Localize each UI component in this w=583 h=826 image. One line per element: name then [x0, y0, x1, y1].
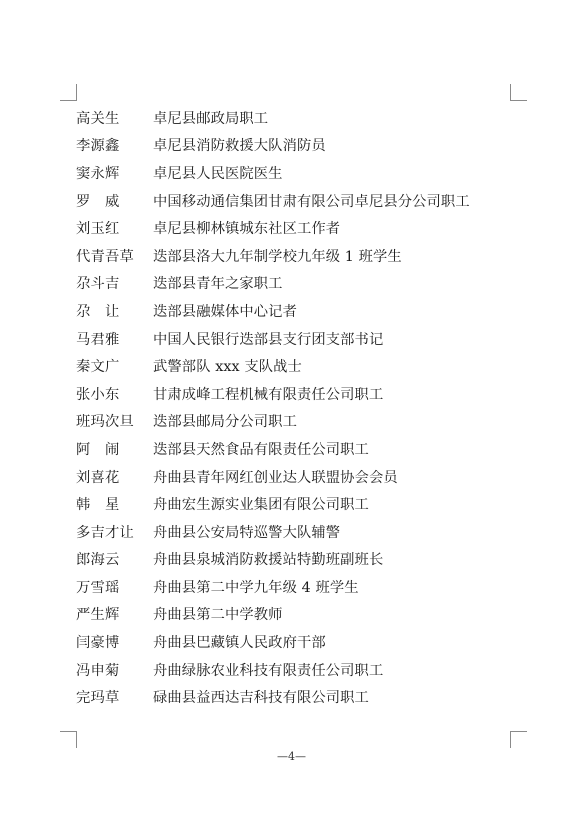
roster-row	[76, 463, 506, 491]
person-affiliation: 碌曲县益西达吉科技有限公司职工	[153, 690, 369, 707]
person-name: 闫豪博	[76, 635, 120, 652]
person-affiliation: 舟曲县巴藏镇人民政府干部	[153, 635, 326, 652]
roster-row	[76, 656, 506, 684]
roster-row	[76, 159, 506, 187]
roster-row	[76, 683, 506, 711]
roster-row	[76, 297, 506, 325]
crop-mark-bottom-left	[60, 731, 77, 748]
roster-row	[76, 214, 506, 242]
person-name: 马君雅	[76, 331, 120, 348]
roster-row	[76, 573, 506, 601]
person-name: 尕 让	[76, 303, 120, 320]
roster-row	[76, 546, 506, 574]
roster-row	[76, 242, 506, 270]
person-name: 代青吾草	[76, 248, 134, 265]
person-affiliation: 迭部县融媒体中心记者	[153, 303, 297, 320]
person-affiliation: 中国人民银行迭部县支行团支部书记	[153, 331, 384, 348]
person-name: 多吉才让	[76, 524, 134, 541]
person-affiliation: 迭部县青年之家职工	[153, 276, 283, 293]
person-name: 班玛次旦	[76, 414, 134, 431]
person-affiliation: 中国移动通信集团甘肃有限公司卓尼县分公司职工	[153, 193, 470, 210]
roster-row	[76, 104, 506, 132]
person-name: 窦永辉	[76, 165, 120, 182]
roster-row	[76, 132, 506, 160]
person-name: 冯申菊	[76, 662, 120, 679]
person-name: 完玛草	[76, 690, 120, 707]
person-affiliation: 迭部县洛大九年制学校九年级 1 班学生	[153, 248, 402, 265]
person-name: 尕斗吉	[76, 276, 120, 293]
crop-mark-top-right	[510, 84, 527, 101]
page-number: —4—	[277, 750, 306, 763]
roster-row	[76, 628, 506, 656]
person-affiliation: 舟曲县青年网红创业达人联盟协会会员	[153, 469, 398, 486]
person-name: 秦文广	[76, 359, 120, 376]
person-name: 郎海云	[76, 552, 120, 569]
person-affiliation: 舟曲县第二中学教师	[153, 607, 283, 624]
person-affiliation: 卓尼县人民医院医生	[153, 165, 283, 182]
roster-row	[76, 518, 506, 546]
person-affiliation: 舟曲县第二中学九年级 4 班学生	[153, 579, 359, 596]
roster-row	[76, 352, 506, 380]
name-roster	[76, 104, 506, 711]
roster-row	[76, 601, 506, 629]
person-name: 高关生	[76, 110, 120, 127]
person-name: 万雪瑶	[76, 579, 120, 596]
person-name: 张小东	[76, 386, 120, 403]
person-affiliation: 迭部县天然食品有限责任公司职工	[153, 441, 369, 458]
roster-row	[76, 408, 506, 436]
crop-mark-top-left	[60, 84, 77, 101]
person-name: 罗 威	[76, 193, 120, 210]
roster-row	[76, 325, 506, 353]
roster-row	[76, 187, 506, 215]
person-affiliation: 卓尼县柳林镇城东社区工作者	[153, 221, 341, 238]
person-affiliation: 舟曲县公安局特巡警大队辅警	[153, 524, 341, 541]
person-name: 李源鑫	[76, 138, 120, 155]
roster-row	[76, 435, 506, 463]
person-name: 刘喜花	[76, 469, 120, 486]
roster-row	[76, 270, 506, 298]
person-name: 严生辉	[76, 607, 120, 624]
person-name: 刘玉红	[76, 221, 120, 238]
roster-row	[76, 490, 506, 518]
person-affiliation: 甘肃成峰工程机械有限责任公司职工	[153, 386, 384, 403]
person-affiliation: 卓尼县邮政局职工	[153, 110, 269, 127]
person-affiliation: 舟曲绿脉农业科技有限责任公司职工	[153, 662, 384, 679]
person-affiliation: 迭部县邮局分公司职工	[153, 414, 297, 431]
person-affiliation: 舟曲县泉城消防救援站特勤班副班长	[153, 552, 384, 569]
person-affiliation: 舟曲宏生源实业集团有限公司职工	[153, 497, 369, 514]
person-affiliation: 卓尼县消防救援大队消防员	[153, 138, 326, 155]
person-affiliation: 武警部队 xxx 支队战士	[153, 359, 302, 376]
roster-row	[76, 380, 506, 408]
person-name: 韩 星	[76, 497, 120, 514]
crop-mark-bottom-right	[510, 731, 527, 748]
person-name: 阿 闹	[76, 441, 120, 458]
